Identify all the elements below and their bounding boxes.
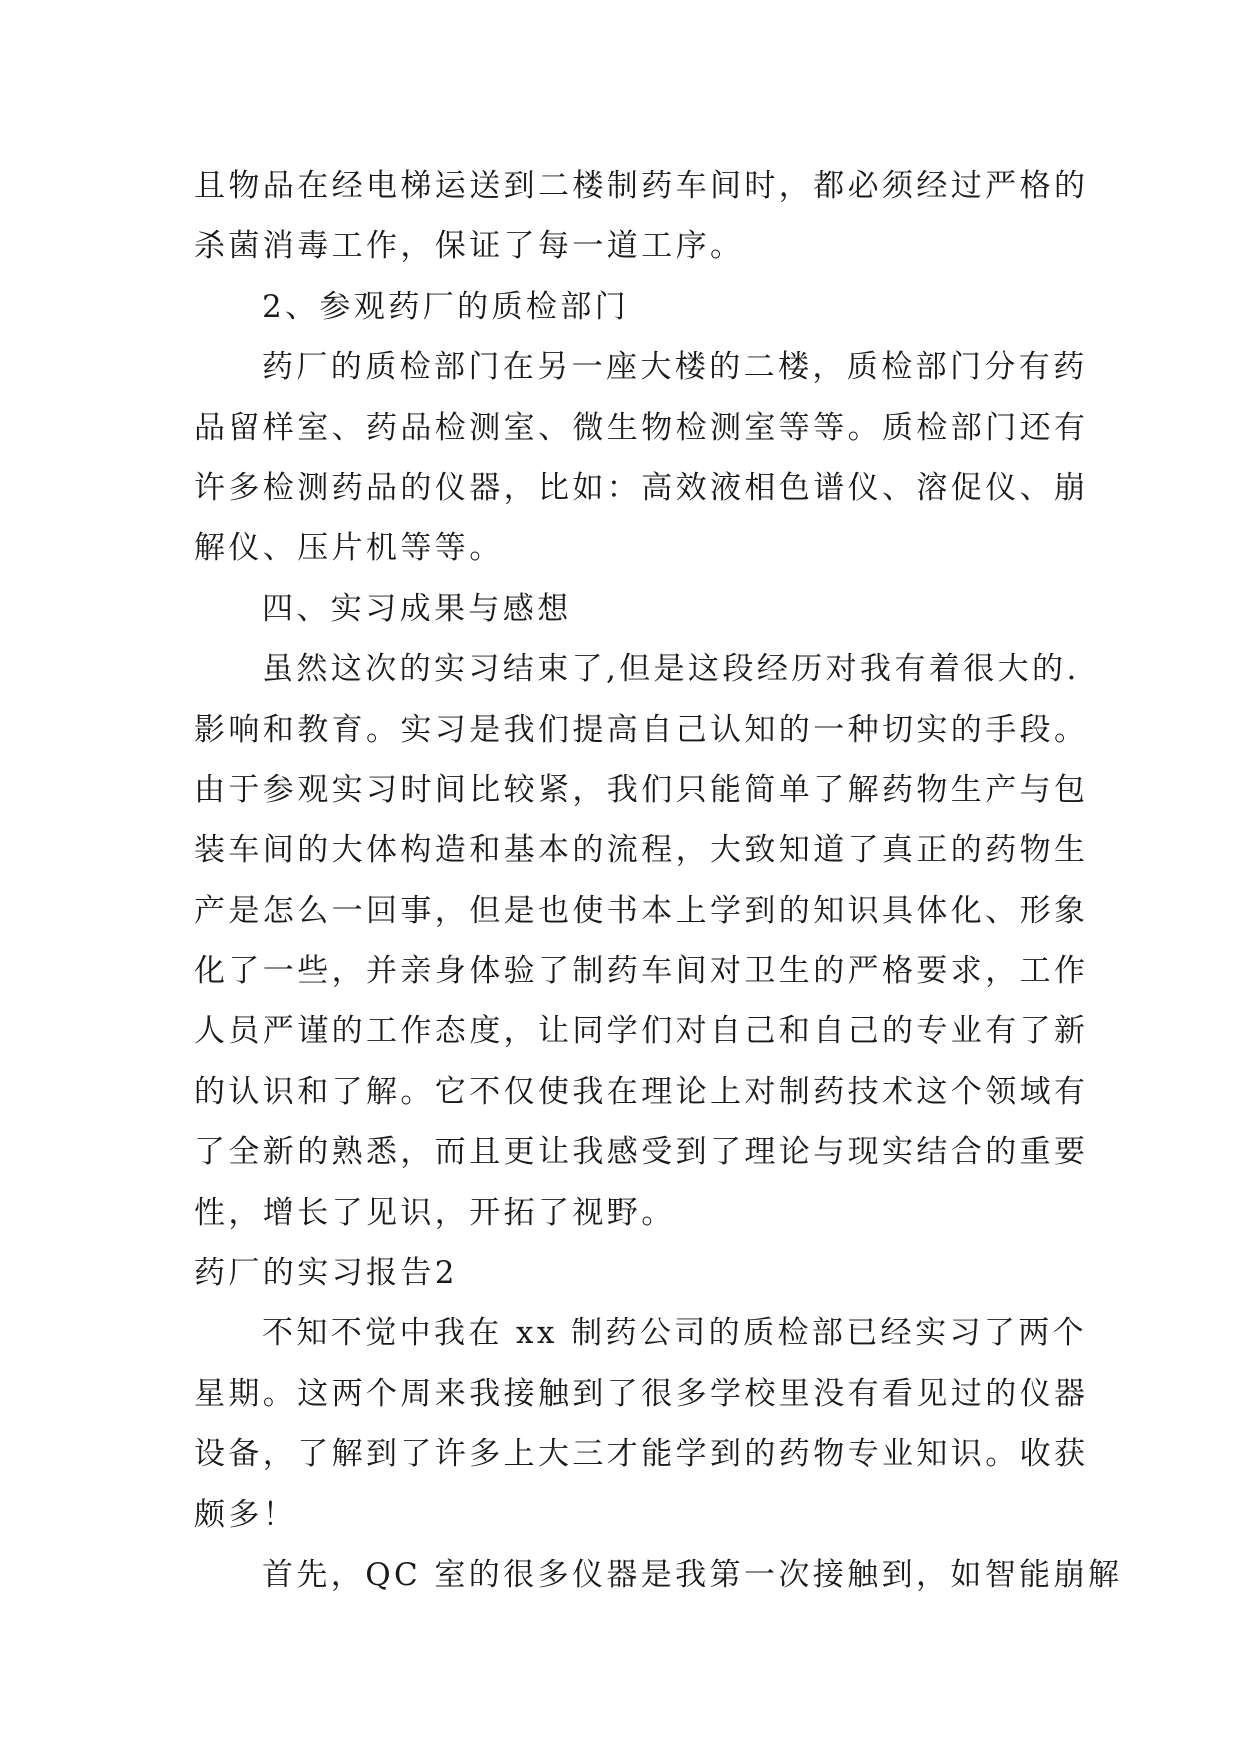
paragraph-line: 设备，了解到了许多上大三才能学到的药物专业知识。收获	[194, 1436, 1089, 1473]
section-heading: 2、参观药厂的质检部门	[262, 288, 630, 325]
paragraph-line: 许多检测药品的仪器，比如：高效液相色谱仪、溶促仪、崩	[194, 469, 1089, 506]
paragraph-line: 首先，QC 室的很多仪器是我第一次接触到，如智能崩解	[262, 1556, 1123, 1593]
paragraph-line: 人员严谨的工作态度，让同学们对自己和自己的专业有了新	[194, 1013, 1089, 1050]
paragraph-line: 化了一些，并亲身体验了制药车间对卫生的严格要求，工作	[194, 953, 1089, 990]
section-heading: 四、实习成果与感想	[262, 590, 572, 627]
paragraph-line: 的认识和了解。它不仅使我在理论上对制药技术这个领域有	[194, 1073, 1089, 1110]
paragraph-line: 品留样室、药品检测室、微生物检测室等等。质检部门还有	[194, 409, 1089, 446]
paragraph-line: 不知不觉中我在 xx 制药公司的质检部已经实习了两个	[262, 1315, 1088, 1352]
paragraph-line: 且物品在经电梯运送到二楼制药车间时，都必须经过严格的	[194, 168, 1089, 204]
paragraph-line: 了全新的熟悉，而且更让我感受到了理论与现实结合的重要	[194, 1134, 1089, 1171]
paragraph-line: 由于参观实习时间比较紧，我们只能简单了解药物生产与包	[194, 771, 1089, 808]
report-title: 药厂的实习报告2	[194, 1255, 458, 1292]
paragraph-line: 产是怎么一回事，但是也使书本上学到的知识具体化、形象	[194, 892, 1089, 929]
paragraph-line: 虽然这次的实习结束了,但是这段经历对我有着很大的.	[262, 651, 1080, 688]
paragraph-line: 装车间的大体构造和基本的流程，大致知道了真正的药物生	[194, 832, 1089, 869]
document-body	[194, 156, 1123, 1605]
paragraph-line: 星期。这两个周来我接触到了很多学校里没有看见过的仪器	[194, 1375, 1089, 1412]
paragraph-line: 药厂的质检部门在另一座大楼的二楼，质检部门分有药	[262, 349, 1088, 386]
paragraph-line: 杀菌消毒工作，保证了每一道工序。	[194, 228, 745, 265]
paragraph-line: 影响和教育。实习是我们提高自己认知的一种切实的手段。	[194, 711, 1089, 748]
paragraph-line: 解仪、压片机等等。	[194, 530, 504, 567]
paragraph-line: 性，增长了见识，开拓了视野。	[194, 1194, 676, 1231]
paragraph-line: 颇多！	[194, 1496, 298, 1533]
